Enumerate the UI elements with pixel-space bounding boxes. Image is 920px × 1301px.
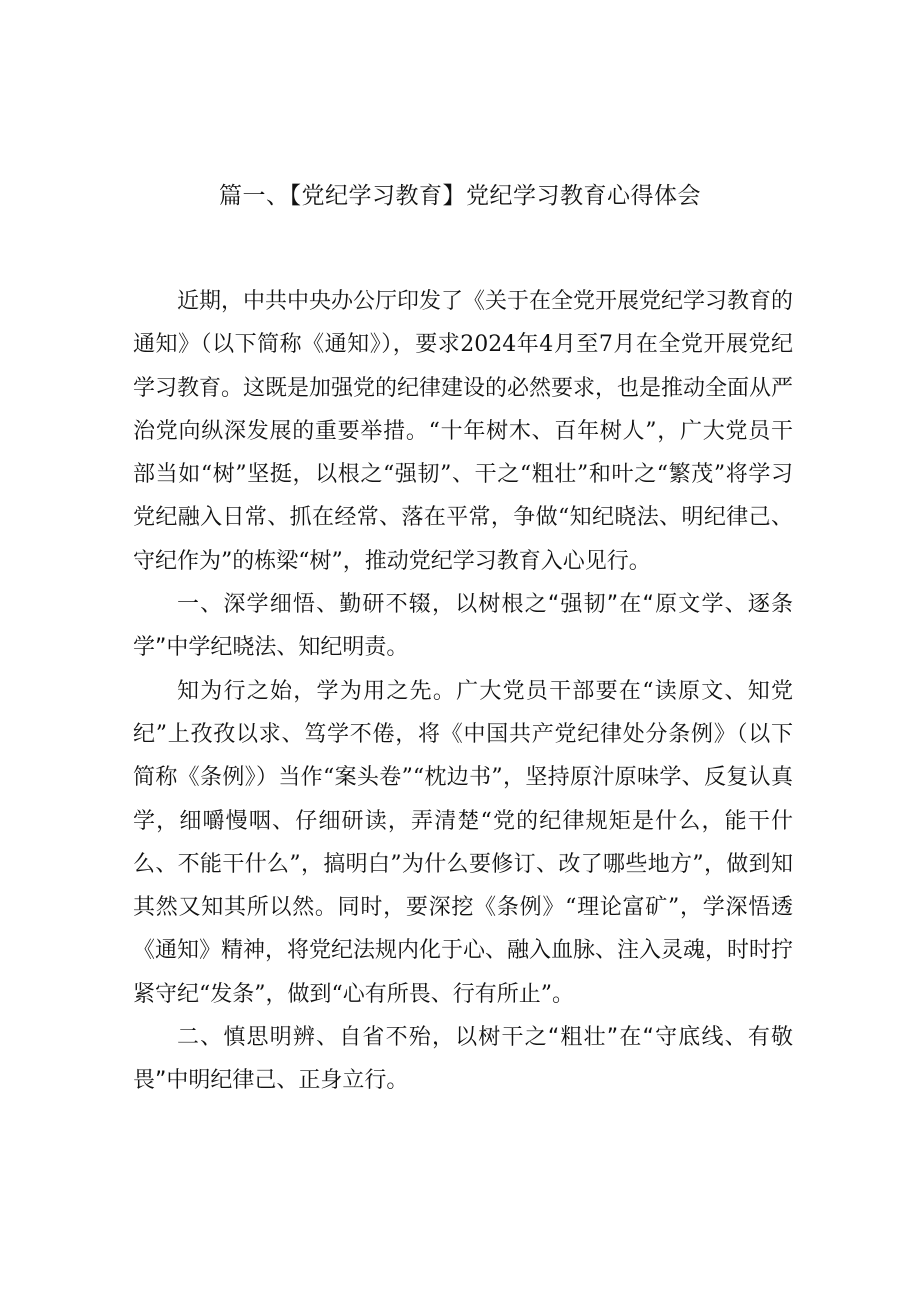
section-heading-2: 二、慎思明辨、自省不殆，以树干之“粗壮”在“守底线、有敬畏”中明纪律己、正身立行。	[133, 1025, 793, 1094]
document-title: 篇一、【党纪学习教育】党纪学习教育心得体会	[219, 183, 701, 209]
paragraph-intro: 近期，中共中央办公厅印发了《关于在全党开展党纪学习教育的通知》（以下简称《通知》），要求2024年4月至7月在全党开展党纪学习教育。这既是加强党的纪律建设的必然要求，也是推动全面从严治党向纵深发展的重要举措。“十年树木、百年树人”，广大党员干部当如“树”坚挺，以根之“强韧”、干之“粗壮”和叶之“繁茂”将学习党纪融入日常、抓在经常、落在平常，争做“知纪晓法、明纪律己、守纪作为”的栋梁“树”，推动党纪学习教育入心见行。	[133, 289, 794, 574]
section-heading-1: 一、深学细悟、勤研不辍，以树根之“强韧”在“原文学、逐条学”中学纪晓法、知纪明责。	[133, 592, 793, 661]
document-body	[133, 280, 793, 1103]
paragraph-section-1: 知为行之始，学为用之先。广大党员干部要在“读原文、知党纪”上孜孜以求、笃学不倦，将《中国共产党纪律处分条例》（以下简称《条例》）当作“案头卷”“枕边书”，坚持原汁原味学、反复认真学，细嚼慢咽、仔细研读，弄清楚“党的纪律规矩是什么，能干什么、不能干什么”，搞明白”为什么要修订、改了哪些地方”，做到知其然又知其所以然。同时，要深挖《条例》“理论富矿”，学深悟透《通知》精神，将党纪法规内化于心、融入血脉、注入灵魂，时时拧紧守纪“发条”，做到“心有所畏、行有所止”。	[133, 678, 794, 1007]
